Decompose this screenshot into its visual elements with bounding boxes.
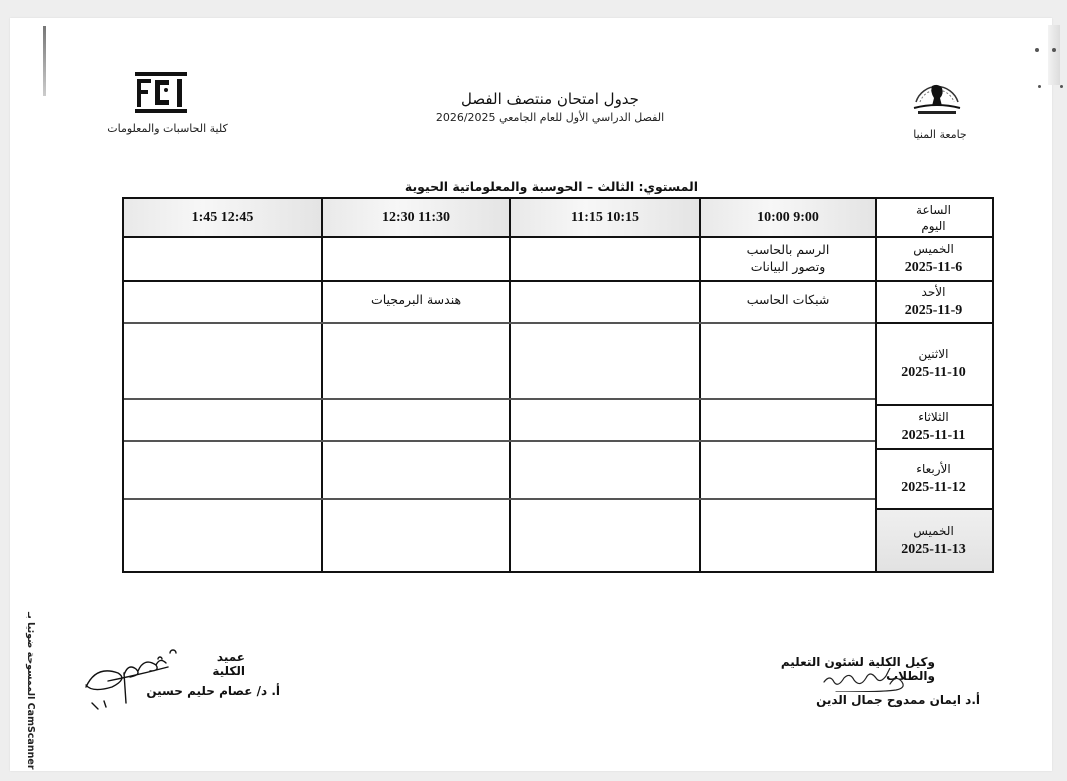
scan-speck xyxy=(1052,48,1056,52)
scan-edge-shadow xyxy=(43,26,46,96)
day-date: 2025-11-9 xyxy=(904,303,963,318)
table-row-divider xyxy=(124,398,875,400)
table-row-divider xyxy=(124,440,875,442)
table-column-divider xyxy=(509,199,511,571)
day-name: الثلاثاء xyxy=(918,410,949,424)
document-title: جدول امتحان منتصف الفصل xyxy=(461,90,639,108)
time-slot-header: 12:30 11:30 xyxy=(323,199,509,236)
table-row-divider xyxy=(124,498,875,500)
day-name: الخميس xyxy=(913,242,954,256)
dean-signature-icon xyxy=(78,645,198,715)
time-slot-header: 1:45 12:45 xyxy=(124,199,321,236)
document-subtitle: الفصل الدراسي الأول للعام الجامعي 2026/2025 xyxy=(435,111,665,124)
day-label: اليوم xyxy=(921,218,946,233)
exam-subject: هندسة البرمجيات xyxy=(370,292,462,307)
table-column-divider xyxy=(875,199,877,571)
exam-cell xyxy=(701,238,875,280)
minia-university-logo-icon xyxy=(906,72,968,122)
day-row-header xyxy=(875,450,992,508)
time-slot-header: 11:15 10:15 xyxy=(511,199,699,236)
table-row-divider xyxy=(875,322,992,324)
table-row-divider xyxy=(875,448,992,450)
day-date: 2025-11-10 xyxy=(901,365,966,380)
dean-name: أ. د/ عصام حليم حسين xyxy=(146,684,280,698)
day-row-header xyxy=(875,282,992,322)
time-label: الساعة xyxy=(916,202,951,217)
exam-subject: الرسم بالحاسب وتصور البيانات xyxy=(746,242,830,274)
day-row-header xyxy=(875,510,992,571)
vice-dean-title: وكيل الكلية لشئون التعليم والطلاب xyxy=(780,655,935,683)
table-row-divider xyxy=(124,236,992,238)
table-row-divider xyxy=(875,404,992,406)
scan-speck xyxy=(1035,48,1039,52)
university-name: جامعة المنيا xyxy=(913,128,967,141)
table-column-divider xyxy=(699,199,701,571)
table-row-divider xyxy=(875,508,992,510)
table-column-divider xyxy=(321,199,323,571)
time-slot-header: 10:00 9:00 xyxy=(701,199,875,236)
day-date: 2025-11-6 xyxy=(904,260,963,275)
day-date: 2025-11-13 xyxy=(901,541,966,557)
vice-dean-signature-icon xyxy=(820,668,920,692)
scan-speck xyxy=(1060,85,1063,88)
corner-header xyxy=(875,199,992,236)
day-date: 2025-11-11 xyxy=(901,428,966,443)
vice-dean-name: أ.د ايمان ممدوح جمال الدين xyxy=(816,693,980,707)
dean-title: عميد الكلية xyxy=(212,650,245,678)
day-row-header xyxy=(875,238,992,280)
exam-schedule-table xyxy=(122,197,994,573)
exam-cell xyxy=(323,282,509,322)
faculty-name: كلية الحاسبات والمعلومات xyxy=(107,122,228,135)
table-row-divider xyxy=(124,280,992,282)
exam-cell xyxy=(701,282,875,322)
table-row-divider xyxy=(124,322,875,324)
camscanner-watermark: الممسوحة ضوئيا بـ CamScanner xyxy=(25,612,36,770)
day-name: الاثنين xyxy=(918,347,949,361)
scan-speck xyxy=(1038,85,1041,88)
day-row-header xyxy=(875,324,992,404)
scan-edge-shadow xyxy=(1048,25,1060,85)
day-name: الأربعاء xyxy=(916,462,951,476)
day-row-header xyxy=(875,406,992,448)
day-name: الأحد xyxy=(921,285,946,299)
day-name: الخميس xyxy=(913,523,954,538)
level-label: المستوي: الثالث – الحوسبة والمعلوماتية الحيوية xyxy=(404,179,698,194)
day-date: 2025-11-12 xyxy=(901,480,966,495)
fci-logo-icon xyxy=(133,70,189,116)
exam-subject: شبكات الحاسب xyxy=(746,292,830,307)
